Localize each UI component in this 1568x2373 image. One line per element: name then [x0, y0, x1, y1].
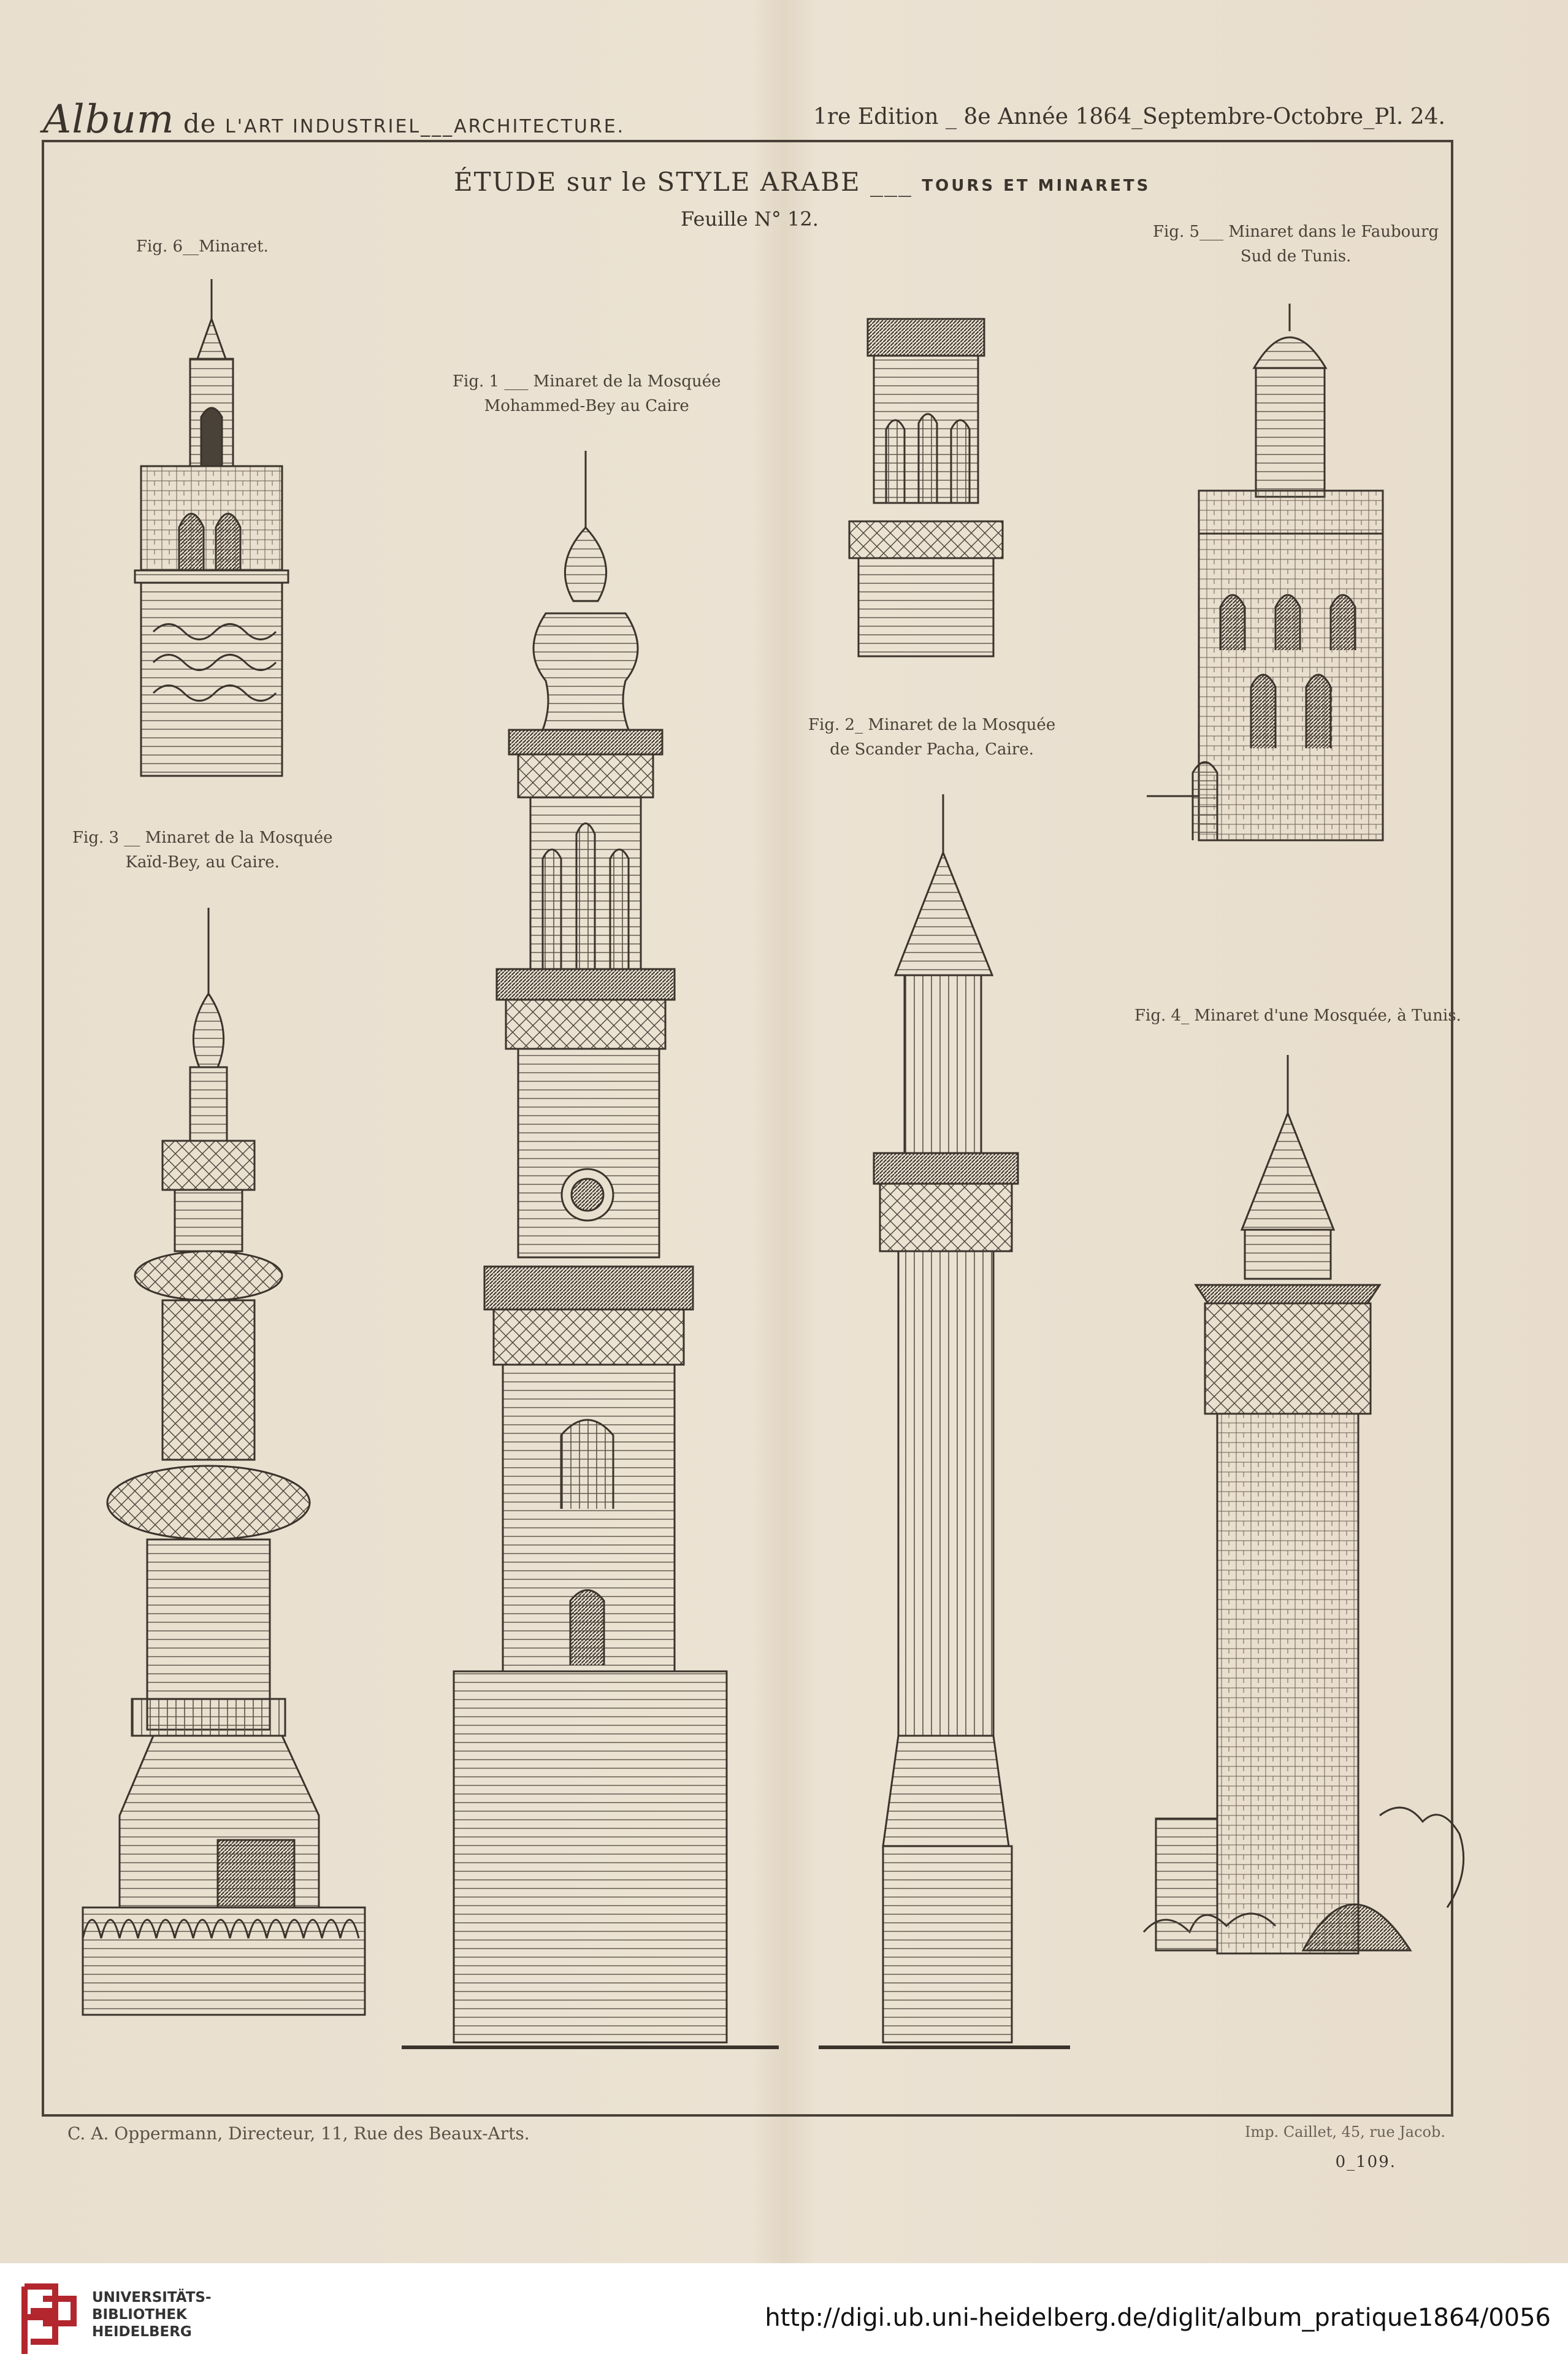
album-de: de	[183, 109, 216, 139]
header-dash: ___	[421, 116, 454, 137]
fig1-minaret-drawing	[402, 451, 779, 2047]
edition-info: 1re Edition _ 8e Année 1864_Septembre-Octobre_Pl. 24.	[813, 104, 1445, 129]
caption-fig2-line1: Fig. 2_ Minaret de la Mosquée	[808, 716, 1056, 734]
album-title: Album	[43, 97, 175, 142]
section-name: ARCHITECTURE.	[454, 116, 625, 137]
caption-fig6: Fig. 6__Minaret.	[136, 237, 269, 256]
title-dash: ___	[870, 167, 913, 197]
fig3-minaret-drawing	[83, 908, 365, 2015]
plate-number: 0_109.	[1335, 2153, 1396, 2171]
title-sub: TOURS ET MINARETS	[922, 177, 1151, 195]
publisher-line: C. A. Oppermann, Directeur, 11, Rue des Beaux-Arts.	[67, 2123, 530, 2144]
caption-fig1-line2: Mohammed-Bey au Caire	[484, 397, 689, 415]
fig2-minaret-drawing	[819, 794, 1070, 2047]
caption-fig2-line2: de Scander Pacha, Caire.	[830, 740, 1034, 759]
sheet-number: Feuille N° 12.	[681, 207, 819, 231]
library-name-line2: BIBLIOTHEK	[92, 2307, 187, 2323]
caption-fig5-line2: Sud de Tunis.	[1240, 247, 1352, 266]
caption-fig3-line1: Fig. 3 __ Minaret de la Mosquée	[72, 829, 333, 847]
fig2-detail-drawing	[849, 319, 1003, 656]
fig5-minaret-drawing	[1147, 304, 1383, 840]
library-name	[92, 2289, 212, 2340]
caption-fig4: Fig. 4_ Minaret d'une Mosquée, à Tunis.	[1134, 1006, 1461, 1025]
library-banner	[0, 2263, 1568, 2373]
library-name-line3: HEIDELBERG	[92, 2324, 192, 2340]
caption-fig3-line2: Kaïd-Bey, au Caire.	[125, 853, 280, 872]
title-main: ÉTUDE sur le STYLE ARABE	[454, 167, 861, 197]
fig6-minaret-drawing	[135, 279, 288, 776]
fig4-minaret-drawing	[1144, 1055, 1464, 1953]
series-name: L'ART INDUSTRIEL	[225, 116, 421, 137]
printer-line: Imp. Caillet, 45, rue Jacob.	[1244, 2123, 1445, 2141]
caption-fig1-line1: Fig. 1 ___ Minaret de la Mosquée	[453, 372, 721, 391]
library-name-line1: UNIVERSITÄTS-	[92, 2290, 212, 2306]
university-library-logo-icon	[18, 2274, 80, 2360]
source-url-link[interactable]: http://digi.ub.uni-heidelberg.de/diglit/album_pratique1864/0056	[765, 2304, 1551, 2332]
caption-fig5-line1: Fig. 5___ Minaret dans le Faubourg	[1153, 223, 1439, 241]
